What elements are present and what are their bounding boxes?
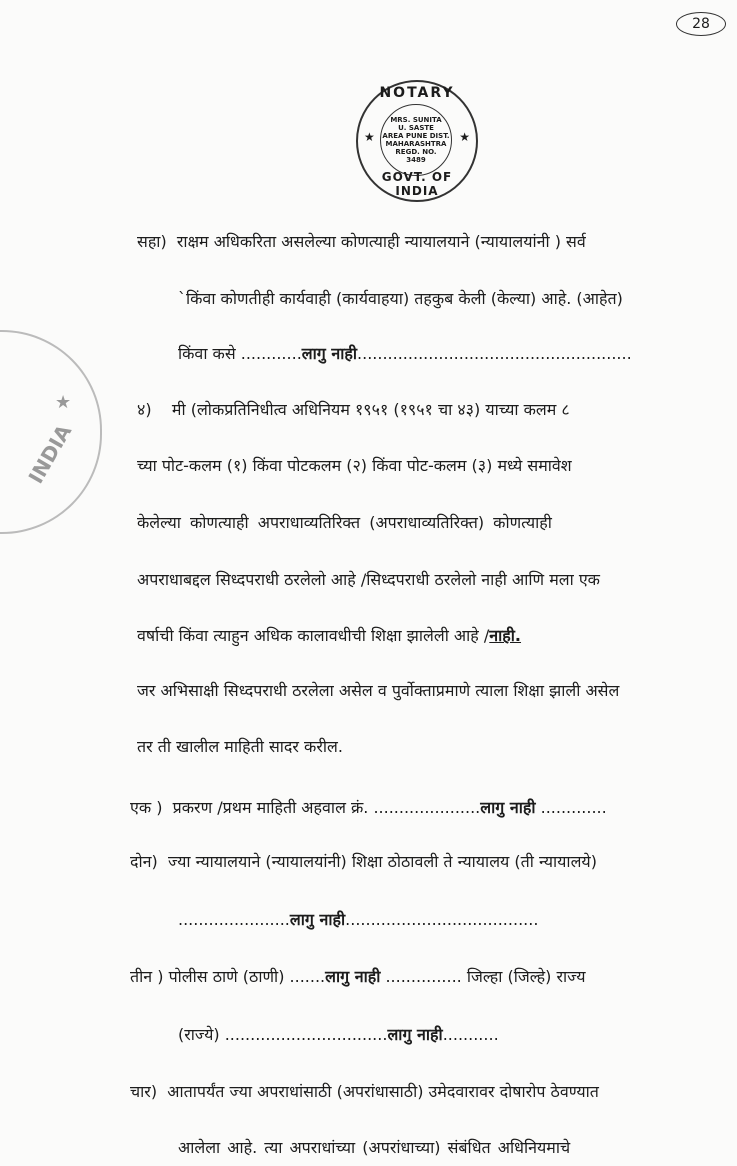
seal-line: 3489 <box>406 156 426 164</box>
line-saha <box>137 231 717 252</box>
line <box>178 909 717 930</box>
seal-inner <box>380 104 452 176</box>
line-text: पोलीस ठाणे (ठाणी) ....... <box>168 967 326 986</box>
seal-line: REGD. NO. <box>395 148 437 156</box>
line: जर अभिसाक्षी सिध्दपराधी ठरलेला असेल व पुर्वोक्ताप्रमाणे त्याला शिक्षा झाली असेल <box>137 681 620 700</box>
item-prefix: तीन ) <box>130 967 164 986</box>
line: केलेल्या कोणत्याही अपराधाव्यतिरिक्त (अपराधाव्यतिरिक्त) कोणत्याही <box>137 513 552 532</box>
notary-seal <box>356 80 478 202</box>
line-text: ...................... <box>178 910 290 929</box>
page-number: 28 <box>676 12 726 36</box>
line-text: ............... जिल्हा (जिल्हे) राज्य <box>380 967 586 986</box>
item-prefix: दोन) <box>130 852 158 871</box>
star-icon: ★ <box>459 130 470 144</box>
line-ek <box>130 797 717 818</box>
seal-bottom-text: GOVT. OF INDIA <box>381 170 453 198</box>
filled-value: लागु नाही <box>480 798 536 817</box>
line-text: वर्षाची किंवा त्याहुन अधिक कालावधीची शिक्षा झालेली आहे / <box>137 626 490 645</box>
line: `किंवा कोणतीही कार्यवाही (कार्यवाहया) तहकुब केली (केल्या) आहे. (आहेत) <box>178 289 623 308</box>
filled-value: लागु नाही <box>387 1025 443 1044</box>
line-text: ...................................................... <box>357 344 632 363</box>
item-prefix: एक ) <box>130 798 163 817</box>
item-prefix: चार) <box>130 1082 158 1101</box>
line <box>178 343 717 364</box>
star-icon: ★ <box>364 130 375 144</box>
filled-value: लागु नाही <box>301 344 358 363</box>
faded-seal <box>0 330 102 534</box>
line: आलेला आहे. त्या अपराधांच्या (अपरांधाच्या) संबंधित अधिनियमाचे <box>178 1138 571 1157</box>
line-text: मी (लोकप्रतिनिधीत्व अधिनियम १९५१ (१९५१ चा ४३) याच्या कलम ८ <box>171 400 570 419</box>
line-text: ............. <box>535 798 607 817</box>
line <box>178 1024 717 1045</box>
line: च्या पोट-कलम (१) किंवा पोटकलम (२) किंवा पोट-कलम (३) मध्ये समावेश <box>137 456 572 475</box>
line-text: किंवा कसे ............ <box>178 344 302 363</box>
filled-value: लागु नाही <box>289 910 346 929</box>
line-text: राक्षम अधिकरिता असलेल्या कोणत्याही न्यायालयाने (न्यायालयांनी ) सर्व <box>176 232 586 251</box>
faded-seal-text: INDIA <box>23 420 77 488</box>
seal-line: MRS. SUNITA <box>390 116 442 124</box>
filled-value: लागु नाही <box>325 967 381 986</box>
seal-line: AREA PUNE DIST. <box>382 132 450 140</box>
line-char <box>130 1081 717 1102</box>
line-text: ज्या न्यायालयाने (न्यायालयांनी) शिक्षा ठोठावली ते न्यायालय (ती न्यायालये) <box>167 852 597 871</box>
seal-top-text: NOTARY <box>379 85 455 101</box>
line-text: ........... <box>442 1025 499 1044</box>
line-text: आतापर्यंत ज्या अपराधांसाठी (अपरांधासाठी) उमेदवारावर दोषारोप ठेवण्यात <box>167 1082 599 1101</box>
item-prefix: ४) <box>137 400 152 419</box>
star-icon: ★ <box>55 392 72 413</box>
seal-line: U. SASTE <box>398 124 434 132</box>
item-prefix: सहा) <box>137 232 167 251</box>
line-teen <box>130 966 717 987</box>
line-text: ...................................... <box>345 910 539 929</box>
line-4 <box>137 399 717 420</box>
selected-option: नाही. <box>489 626 522 645</box>
line: अपराधाबद्दल सिध्दपराधी ठरलेलो आहे /सिध्दपराधी ठरलेलो नाही आणि मला एक <box>137 570 600 589</box>
line <box>137 625 717 646</box>
line-text: (राज्ये) ................................ <box>178 1025 388 1044</box>
line-don <box>130 851 717 872</box>
line-text: प्रकरण /प्रथम माहिती अहवाल क्रं. ..................... <box>172 798 481 817</box>
line: तर ती खालील माहिती सादर करील. <box>137 737 343 756</box>
seal-line: MAHARASHTRA <box>385 140 447 148</box>
